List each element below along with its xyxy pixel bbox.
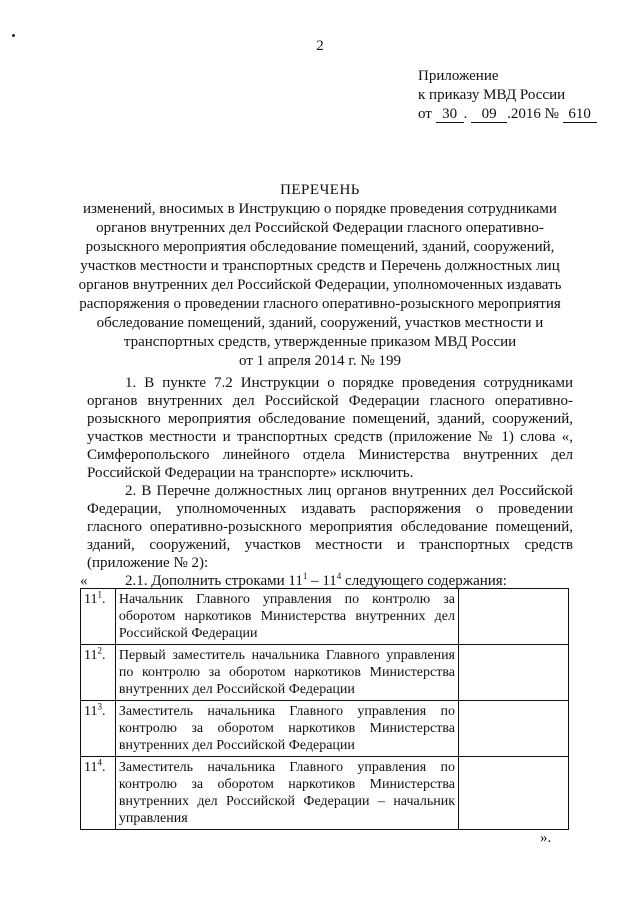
title-line: розыскного мероприятия обследование помещений, зданий, сооружений, — [85, 239, 555, 255]
appendix-order-ref: к приказу МВД России — [418, 87, 566, 103]
row-blank-cell — [459, 757, 569, 830]
row-number-dot: . — [101, 704, 106, 719]
row-blank-cell — [459, 645, 569, 701]
page-number: 2 — [316, 38, 324, 54]
row-number-base: 11 — [84, 592, 98, 607]
title-line: участков местности и транспортных средств и Перечень должностных лиц — [80, 258, 560, 274]
paragraph-1: 1. В пункте 7.2 Инструкции о порядке проведения сотрудниками органов внутренних дел Российской Федерации гласного оперативно-розыскного мероприятия обследование помещений, зданий, сооружений, участков местности и транспортных средств (приложение № 1) слова «, Симферопольского линейного отдела Министерства внутренних дел Российской Федерации на транспорте» исключить. — [87, 375, 573, 481]
row-blank-cell — [459, 701, 569, 757]
appendix-year: .2016 — [507, 106, 541, 122]
appendix-date-sep: . — [463, 106, 468, 122]
appendix-month: 09 — [471, 106, 507, 123]
row-number — [81, 701, 116, 757]
appendix-label: Приложение — [418, 68, 499, 84]
row-number-dot: . — [101, 648, 106, 663]
row-number-base: 11 — [84, 648, 98, 663]
appendix-date-prefix: от — [418, 106, 432, 122]
row-position: Начальник Главного управления по контролю за оборотом наркотиков Министерства внутренних дел Российской Федерации — [115, 589, 458, 645]
row-position: Заместитель начальника Главного управления по контролю за оборотом наркотиков Министерства внутренних дел Российской Федерации – начальник управления — [115, 757, 458, 830]
row-number-base: 11 — [84, 704, 98, 719]
table-row — [81, 645, 569, 701]
title-line: от 1 апреля 2014 г. № 199 — [239, 353, 401, 369]
superscript: 1 — [97, 589, 102, 600]
quote-close: ». — [540, 830, 552, 846]
superscript: 3 — [97, 701, 102, 712]
row-number — [81, 645, 116, 701]
superscript: 4 — [336, 571, 342, 581]
appendix-number-label: № — [544, 106, 559, 122]
row-number-dot: . — [101, 760, 106, 775]
document-body — [87, 374, 573, 590]
superscript: 2 — [97, 645, 102, 656]
paragraph-2-1-text: следующего содержания: — [341, 573, 507, 589]
title-line: изменений, вносимых в Инструкцию о порядке проведения сотрудниками — [83, 201, 557, 217]
table-row — [81, 757, 569, 830]
title-line: органов внутренних дел Российской Федерации, уполномоченных издавать — [78, 277, 562, 293]
paragraph-2: 2. В Перечне должностных лиц органов внутренних дел Российской Федерации, уполномоченных издавать распоряжения о проведении гласного оперативно-розыскного мероприятия обследование помещений, зданий, сооружений, участков местности и транспортных средств (приложение № 2): — [87, 483, 573, 571]
appendix-number: 610 — [563, 106, 597, 123]
row-position: Первый заместитель начальника Главного управления по контролю за оборотом наркотиков Министерства внутренних дел Российской Федерации — [115, 645, 458, 701]
quote-open: « — [80, 573, 88, 589]
table-row — [81, 589, 569, 645]
table-row — [81, 701, 569, 757]
appendix-block — [418, 67, 597, 124]
appendix-day: 30 — [436, 106, 464, 123]
lines-table — [80, 588, 569, 830]
document-title — [70, 181, 570, 371]
row-number-dot: . — [101, 592, 106, 607]
row-position: Заместитель начальника Главного управления по контролю за оборотом наркотиков Министерства внутренних дел Российской Федерации — [115, 701, 458, 757]
scan-speck — [12, 34, 15, 37]
title-line: распоряжения о проведении гласного оперативно-розыскного мероприятия — [79, 296, 561, 312]
row-number-base: 11 — [84, 760, 98, 775]
row-blank-cell — [459, 589, 569, 645]
row-number — [81, 589, 116, 645]
appendix-date-line — [418, 105, 597, 124]
paragraph-2-1-text: 2.1. Дополнить строками 11 — [125, 573, 303, 589]
title-line: транспортных средств, утвержденные приказом МВД России — [123, 334, 517, 350]
title-heading: ПЕРЕЧЕНЬ — [280, 182, 360, 198]
title-line: органов внутренних дел Российской Федерации гласного оперативно- — [96, 220, 544, 236]
superscript: 1 — [302, 571, 308, 581]
paragraph-2-1-text: – 11 — [307, 573, 337, 589]
superscript: 4 — [97, 757, 102, 768]
title-line: обследование помещений, зданий, сооружений, участков местности и — [96, 315, 544, 331]
row-number — [81, 757, 116, 830]
